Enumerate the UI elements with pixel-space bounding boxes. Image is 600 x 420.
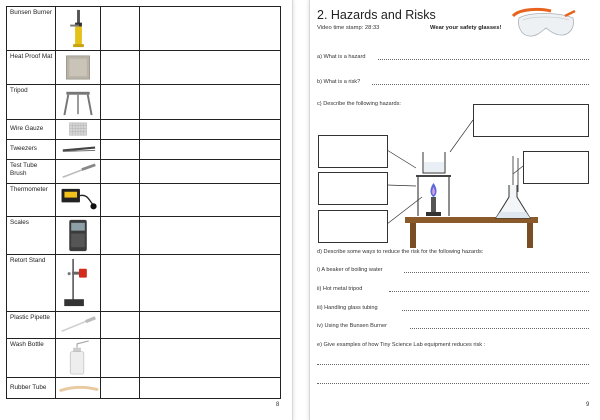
- table-row: [7, 7, 281, 51]
- heat-proof-mat-icon: [56, 51, 101, 85]
- question-d: d) Describe some ways to reduce the risk for the following hazards:: [317, 249, 484, 255]
- equipment-name: Scales: [7, 217, 56, 255]
- bunsen-burner-icon: [56, 7, 101, 51]
- equipment-name: Bunsen Burner: [7, 7, 56, 51]
- safety-note: Wear your safety glasses!: [430, 25, 502, 31]
- equipment-name: Tweezers: [7, 140, 56, 160]
- table-row: [7, 51, 281, 85]
- plastic-pipette-icon: [56, 312, 101, 339]
- test-tube-brush-icon: [56, 160, 101, 184]
- thermometer-icon: [56, 184, 101, 217]
- question-d-i: i) A beaker of boiling water: [317, 267, 383, 273]
- equipment-name: Wash Bottle: [7, 339, 56, 378]
- answer-box-5[interactable]: [523, 151, 589, 184]
- equipment-name: Retort Stand: [7, 255, 56, 312]
- page-title: 2. Hazards and Risks: [317, 8, 436, 22]
- page-number: 9: [586, 402, 590, 408]
- table-row: [7, 140, 281, 160]
- answer-line[interactable]: [389, 291, 589, 292]
- video-time-stamp: Video time stamp: 28:33: [317, 25, 380, 31]
- table-row: [7, 217, 281, 255]
- equipment-name: Thermometer: [7, 184, 56, 217]
- question-a: a) What is a hazard: [317, 54, 366, 60]
- equipment-name: Wire Gauze: [7, 120, 56, 140]
- equipment-name: Test Tube Brush: [7, 160, 56, 184]
- wash-bottle-icon: [56, 339, 101, 378]
- answer-box-1[interactable]: [318, 135, 388, 168]
- answer-line[interactable]: [317, 383, 589, 384]
- equipment-name: Tripod: [7, 85, 56, 120]
- right-page: [309, 0, 600, 420]
- question-b: b) What is a risk?: [317, 79, 361, 85]
- lab-hazard-diagram: [310, 104, 600, 254]
- scales-icon: [56, 217, 101, 255]
- question-d-ii: ii) Hot metal tripod: [317, 286, 363, 292]
- answer-box-3[interactable]: [318, 210, 388, 243]
- answer-line[interactable]: [404, 272, 589, 273]
- equipment-name: Rubber Tube: [7, 378, 56, 399]
- left-page: [0, 0, 293, 420]
- table-row: [7, 120, 281, 140]
- retort-stand-icon: [56, 255, 101, 312]
- question-d-iv: iv) Using the Bunsen Burner: [317, 323, 387, 329]
- answer-box-2[interactable]: [318, 172, 388, 205]
- tripod-icon: [56, 85, 101, 120]
- question-d-iii: iii) Handling glass tubing: [317, 305, 378, 311]
- table-row: [7, 378, 281, 399]
- equipment-table: [6, 6, 281, 399]
- table-row: [7, 85, 281, 120]
- rubber-tube-icon: [56, 378, 101, 399]
- equipment-name: Heat Proof Mat: [7, 51, 56, 85]
- answer-line[interactable]: [402, 310, 589, 311]
- wire-gauze-icon: [56, 120, 101, 140]
- question-e: e) Give examples of how Tiny Science Lab equipment reduces risk :: [317, 342, 486, 348]
- question-c: c) Describe the following hazards:: [317, 101, 401, 107]
- answer-box-4[interactable]: [473, 104, 589, 137]
- equipment-name: Plastic Pipette: [7, 312, 56, 339]
- answer-line[interactable]: [317, 364, 589, 365]
- table-row: [7, 184, 281, 217]
- table-row: [7, 160, 281, 184]
- safety-goggles-icon: [509, 4, 581, 46]
- table-row: [7, 255, 281, 312]
- answer-line[interactable]: [378, 59, 589, 60]
- answer-line[interactable]: [372, 84, 589, 85]
- tweezers-icon: [56, 140, 101, 160]
- answer-line[interactable]: [410, 328, 589, 329]
- table-row: [7, 312, 281, 339]
- page-number: 8: [276, 402, 280, 408]
- table-row: [7, 339, 281, 378]
